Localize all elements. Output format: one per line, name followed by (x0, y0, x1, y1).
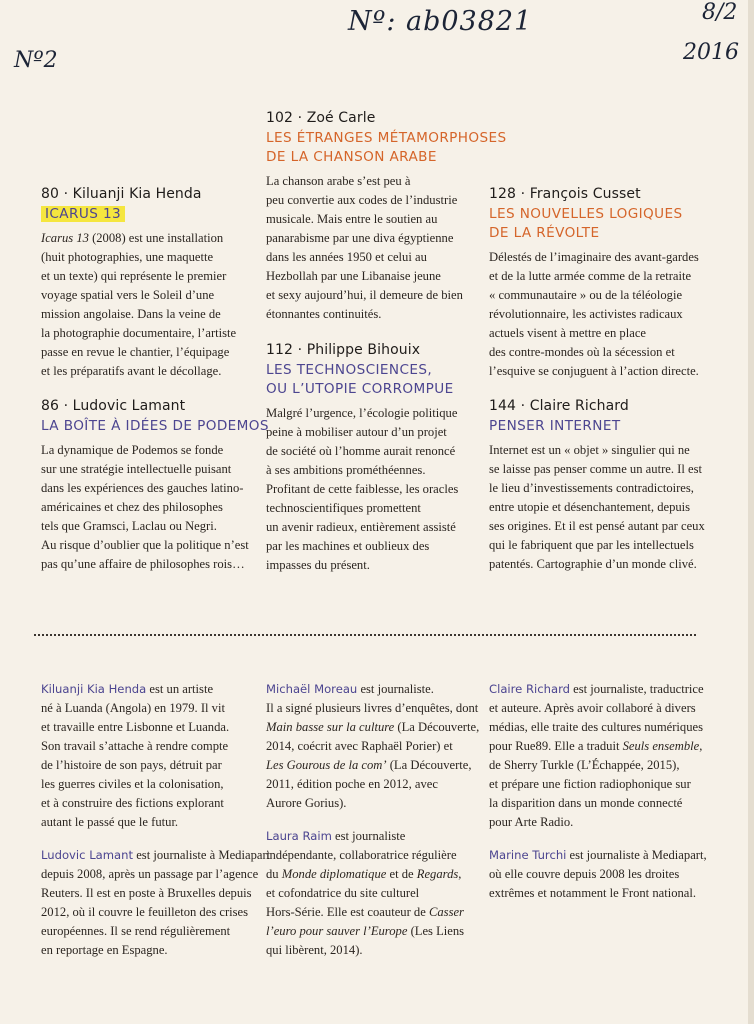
article-page-number: 112 (266, 342, 294, 358)
bio-italic-text: Main basse sur la culture (266, 720, 395, 734)
summary-line: la photographie documentaire, l’artiste (41, 326, 237, 340)
bio-text: les guerres civiles et la colonisation, (41, 777, 224, 791)
title-line: DE LA CHANSON ARABE (266, 149, 437, 165)
contributor-bio (489, 680, 725, 832)
summary-line: La dynamique de Podemos se fonde (41, 443, 224, 457)
bio-line (41, 922, 261, 941)
summary-line: et de la lutte armée comme de la retraite (489, 269, 692, 283)
bio-line (266, 827, 486, 846)
summary-line: La chanson arabe s’est peu à (266, 174, 411, 188)
title-line: LES ÉTRANGES MÉTAMORPHOSES (266, 130, 507, 146)
bio-line (489, 865, 725, 884)
handwritten-catalog-number: Nº: ab03821 (348, 6, 533, 37)
bio-line (41, 903, 261, 922)
bio-line (266, 680, 486, 699)
bio-line (266, 737, 486, 756)
article-page-number: 128 (489, 186, 517, 202)
dotted-divider (34, 634, 696, 636)
summary-line: « communautaire » ou de la téléologie (489, 288, 683, 302)
summary-line: et sexy aujourd’hui, il demeure de bien (266, 288, 463, 302)
article-heading: 128 · François Cusset (489, 186, 641, 202)
summary-line: tels que Gramsci, Laclau ou Negri. (41, 519, 217, 533)
summary-line: dans les années 1950 et celui au (266, 250, 427, 264)
summary-line: des contre-mondes où la sécession et (489, 345, 675, 359)
article-summary (41, 229, 273, 381)
bio-line (489, 884, 725, 903)
bio-text: 2012, où il couvre le feuilleton des crises (41, 905, 249, 919)
article-86 (41, 398, 273, 574)
article-title (266, 361, 498, 399)
bio-line (266, 718, 486, 737)
bio-line (41, 846, 271, 865)
title-line: LES TECHNOSCIENCES, (266, 362, 433, 378)
summary-line: peine à mobiliser autour d’un projet (266, 425, 447, 439)
page-edge (748, 0, 754, 1024)
summary-line: un avenir radieux, entièrement assisté (266, 520, 456, 534)
article-summary (489, 248, 729, 381)
summary-line: l’esquive se conjuguent à l’action directe. (489, 364, 699, 378)
summary-line: se laisse pas penser comme un autre. Il est (489, 462, 702, 476)
summary-line: musicale. Mais entre le soutien au (266, 212, 438, 226)
summary-line: américaines et chez des philosophes (41, 500, 223, 514)
bio-text: la disparition dans un monde connecté (489, 796, 683, 810)
bio-text: (Les Liens (407, 924, 465, 938)
article-heading: 102 · Zoé Carle (266, 110, 376, 126)
title-line: LA BOÎTE À IDÉES DE PODEMOS (41, 418, 269, 434)
summary-line: Internet est un « objet » singulier qui ne (489, 443, 690, 457)
bio-text: en reportage en Espagne. (41, 943, 168, 957)
bio-column-right (489, 680, 725, 917)
bio-line (489, 813, 725, 832)
summary-line: peu convertie aux codes de l’industrie (266, 193, 458, 207)
summary-line: et un texte) qui représente le premier (41, 269, 227, 283)
article-112 (266, 342, 498, 575)
bio-line (266, 884, 486, 903)
article-author: François Cusset (529, 186, 641, 202)
bio-line (41, 718, 261, 737)
bio-line (41, 756, 261, 775)
contributor-bio (41, 680, 261, 832)
summary-line: Malgré l’urgence, l’écologie politique (266, 406, 458, 420)
bio-text: Reuters. Il est en poste à Bruxelles depuis (41, 886, 252, 900)
bio-line (266, 756, 486, 775)
bio-line (41, 775, 261, 794)
bio-text: et à construire des fictions explorant (41, 796, 224, 810)
bio-text: du (266, 867, 282, 881)
title-line: ICARUS 13 (41, 206, 125, 222)
bio-text: Son travail s’attache à rendre compte (41, 739, 229, 753)
summary-italic: Icarus 13 (41, 231, 89, 245)
bio-italic-text: Les Gourous de la com’ (266, 758, 387, 772)
summary-line: Profitant de cette faiblesse, les oracles (266, 482, 459, 496)
summary-line: étonnantes continuités. (266, 307, 382, 321)
summary-line (41, 229, 273, 248)
bio-text: Il a signé plusieurs livres d’enquêtes, dont (266, 701, 479, 715)
summary-line: par les machines et oublieux des (266, 539, 430, 553)
contributor-name: Claire Richard (489, 682, 570, 696)
bio-text: , (458, 867, 462, 881)
bio-line (489, 846, 725, 865)
bio-text: et prépare une fiction radiophonique sur (489, 777, 691, 791)
summary-line: entre utopie et désenchantement, depuis (489, 500, 691, 514)
summary-line: pas qu’une affaire de philosophes rois… (41, 557, 245, 571)
bio-text: est journaliste à Mediapart (133, 848, 271, 862)
bio-italic-text: Regards (416, 867, 459, 881)
contributor-name: Kiluanji Kia Henda (41, 682, 147, 696)
bio-line (489, 794, 725, 813)
summary-line: le lieu d’investissements contradictoires, (489, 481, 694, 495)
title-line: PENSER INTERNET (489, 418, 621, 434)
article-80 (41, 186, 273, 381)
article-page-number: 80 (41, 186, 60, 202)
article-144 (489, 398, 729, 574)
summary-line: qui le fabriquent que par les intellectuels (489, 538, 694, 552)
bio-line (266, 775, 486, 794)
contributor-name: Laura Raim (266, 829, 332, 843)
bio-text: pour Rue89. Elle a traduit (489, 739, 623, 753)
handwritten-page-mark: Nº2 (14, 48, 58, 73)
bio-text: européennes. Il se rend régulièrement (41, 924, 231, 938)
bio-line (489, 699, 725, 718)
bio-italic-text: Seuls ensemble (622, 739, 700, 753)
article-summary (266, 172, 498, 324)
title-line: DE LA RÉVOLTE (489, 225, 600, 241)
bio-text: est un artiste (146, 682, 214, 696)
bio-line (266, 903, 486, 922)
article-page-number: 102 (266, 110, 294, 126)
bio-line (489, 756, 725, 775)
article-title (41, 417, 273, 436)
article-author: Ludovic Lamant (72, 398, 186, 414)
summary-line: passe en revue le chantier, l’équipage (41, 345, 230, 359)
contributor-bio (266, 827, 486, 960)
article-title (489, 205, 729, 243)
handwritten-date: 8/2 (702, 0, 738, 25)
bio-text: et auteure. Après avoir collaboré à divers (489, 701, 696, 715)
summary-text: (2008) est une installation (88, 231, 224, 245)
summary-line: dans les expériences des gauches latino- (41, 481, 244, 495)
bio-text: depuis 2008, après un passage par l’agence (41, 867, 259, 881)
bio-text: est journaliste, traductrice (570, 682, 704, 696)
article-author: Kiluanji Kia Henda (72, 186, 202, 202)
summary-line: mission angolaise. Dans la veine de (41, 307, 221, 321)
bio-text: autant le passé que le futur. (41, 815, 179, 829)
bio-text: Hors-Série. Elle est coauteur de (266, 905, 429, 919)
bio-text: 2014, coécrit avec Raphaël Porier) et (266, 739, 453, 753)
summary-line: Au risque d’oublier que la politique n’est (41, 538, 249, 552)
bio-italic-text: Casser (428, 905, 464, 919)
summary-line: de société où l’homme aurait renoncé (266, 444, 456, 458)
article-title (489, 417, 729, 436)
bio-text: (La Découverte, (394, 720, 480, 734)
bio-text: de Sherry Turkle (L’Échappée, 2015), (489, 758, 680, 772)
bio-line (41, 884, 261, 903)
contributor-bio (489, 846, 725, 903)
bio-text: de l’histoire de son pays, détruit par (41, 758, 222, 772)
bio-line (489, 775, 725, 794)
article-summary (489, 441, 729, 574)
bio-italic-text: Monde diplomatique (281, 867, 387, 881)
bio-line (41, 813, 261, 832)
summary-line: Hezbollah par une Libanaise jeune (266, 269, 441, 283)
article-page-number: 144 (489, 398, 517, 414)
contributor-name: Michaël Moreau (266, 682, 358, 696)
bio-text: est journaliste à Mediapart, (566, 848, 707, 862)
bio-line (41, 737, 261, 756)
bio-text: indépendante, collaboratrice régulière (266, 848, 457, 862)
title-line: LES NOUVELLES LOGIQUES (489, 206, 683, 222)
article-author: Zoé Carle (306, 110, 376, 126)
bio-text: et travaille entre Lisbonne et Luanda. (41, 720, 230, 734)
summary-line: patentés. Cartographie d’un monde clivé. (489, 557, 697, 571)
summary-line: à ses ambitions prométhéennes. (266, 463, 426, 477)
bio-line (489, 737, 725, 756)
article-128 (489, 186, 729, 381)
bio-italic-text: l’euro pour sauver l’Europe (266, 924, 408, 938)
bio-text: est journaliste. (357, 682, 434, 696)
contributor-bio (266, 680, 486, 813)
bio-column-middle (266, 680, 486, 974)
article-heading: 80 · Kiluanji Kia Henda (41, 186, 202, 202)
bio-line (41, 865, 261, 884)
bio-text: pour Arte Radio. (489, 815, 574, 829)
summary-line: actuels visent à mettre en place (489, 326, 646, 340)
bio-line (266, 699, 486, 718)
bio-line (489, 718, 725, 737)
bio-text: Aurore Gorius). (266, 796, 347, 810)
contributor-name: Marine Turchi (489, 848, 567, 862)
summary-line: impasses du présent. (266, 558, 370, 572)
summary-line: sur une stratégie intellectuelle puisant (41, 462, 232, 476)
summary-line: (huit photographies, une maquette (41, 250, 214, 264)
bio-line (41, 794, 261, 813)
bio-line (266, 865, 486, 884)
handwritten-year: 2016 (683, 40, 739, 65)
article-summary (41, 441, 273, 574)
article-title (266, 129, 507, 167)
summary-line: et les préparatifs avant le décollage. (41, 364, 222, 378)
bio-column-left (41, 680, 271, 974)
article-author: Philippe Bihouix (306, 342, 421, 358)
bio-text: 2011, édition poche en 2012, avec (266, 777, 438, 791)
summary-line: voyage spatial vers le Soleil d’une (41, 288, 215, 302)
bio-text: et cofondatrice du site culturel (266, 886, 420, 900)
bio-text: extrêmes et notamment le Front national. (489, 886, 697, 900)
bio-line (41, 941, 261, 960)
bio-text: où elle couvre depuis 2008 les droites (489, 867, 680, 881)
bio-line (266, 941, 486, 960)
summary-line: panarabisme par une diva égyptienne (266, 231, 454, 245)
bio-line (41, 680, 261, 699)
bio-line (266, 922, 486, 941)
bio-text: (La Découverte, (386, 758, 472, 772)
article-summary (266, 404, 498, 575)
article-page-number: 86 (41, 398, 60, 414)
bio-line (266, 846, 486, 865)
contributor-name: Ludovic Lamant (41, 848, 134, 862)
summary-line: ses origines. Et il est pensé autant par ceux (489, 519, 705, 533)
bio-text: , (699, 739, 703, 753)
bio-text: est journaliste (331, 829, 406, 843)
bio-line (266, 794, 486, 813)
article-title (41, 205, 273, 224)
bio-text: médias, elle traite des cultures numériques (489, 720, 704, 734)
summary-line: technoscientifiques promettent (266, 501, 421, 515)
bio-line (489, 680, 725, 699)
summary-line: révolutionnaire, les activistes radicaux (489, 307, 683, 321)
bio-text: qui libèrent, 2014). (266, 943, 363, 957)
bio-text: et de (386, 867, 417, 881)
article-heading: 144 · Claire Richard (489, 398, 629, 414)
bio-line (41, 699, 261, 718)
contributor-bio (41, 846, 271, 960)
article-author: Claire Richard (529, 398, 629, 414)
article-heading: 112 · Philippe Bihouix (266, 342, 421, 358)
bio-text: né à Luanda (Angola) en 1979. Il vit (41, 701, 225, 715)
article-heading: 86 · Ludovic Lamant (41, 398, 186, 414)
title-line: OU L’UTOPIE CORROMPUE (266, 381, 454, 397)
summary-line: Délestés de l’imaginaire des avant-gardes (489, 250, 699, 264)
